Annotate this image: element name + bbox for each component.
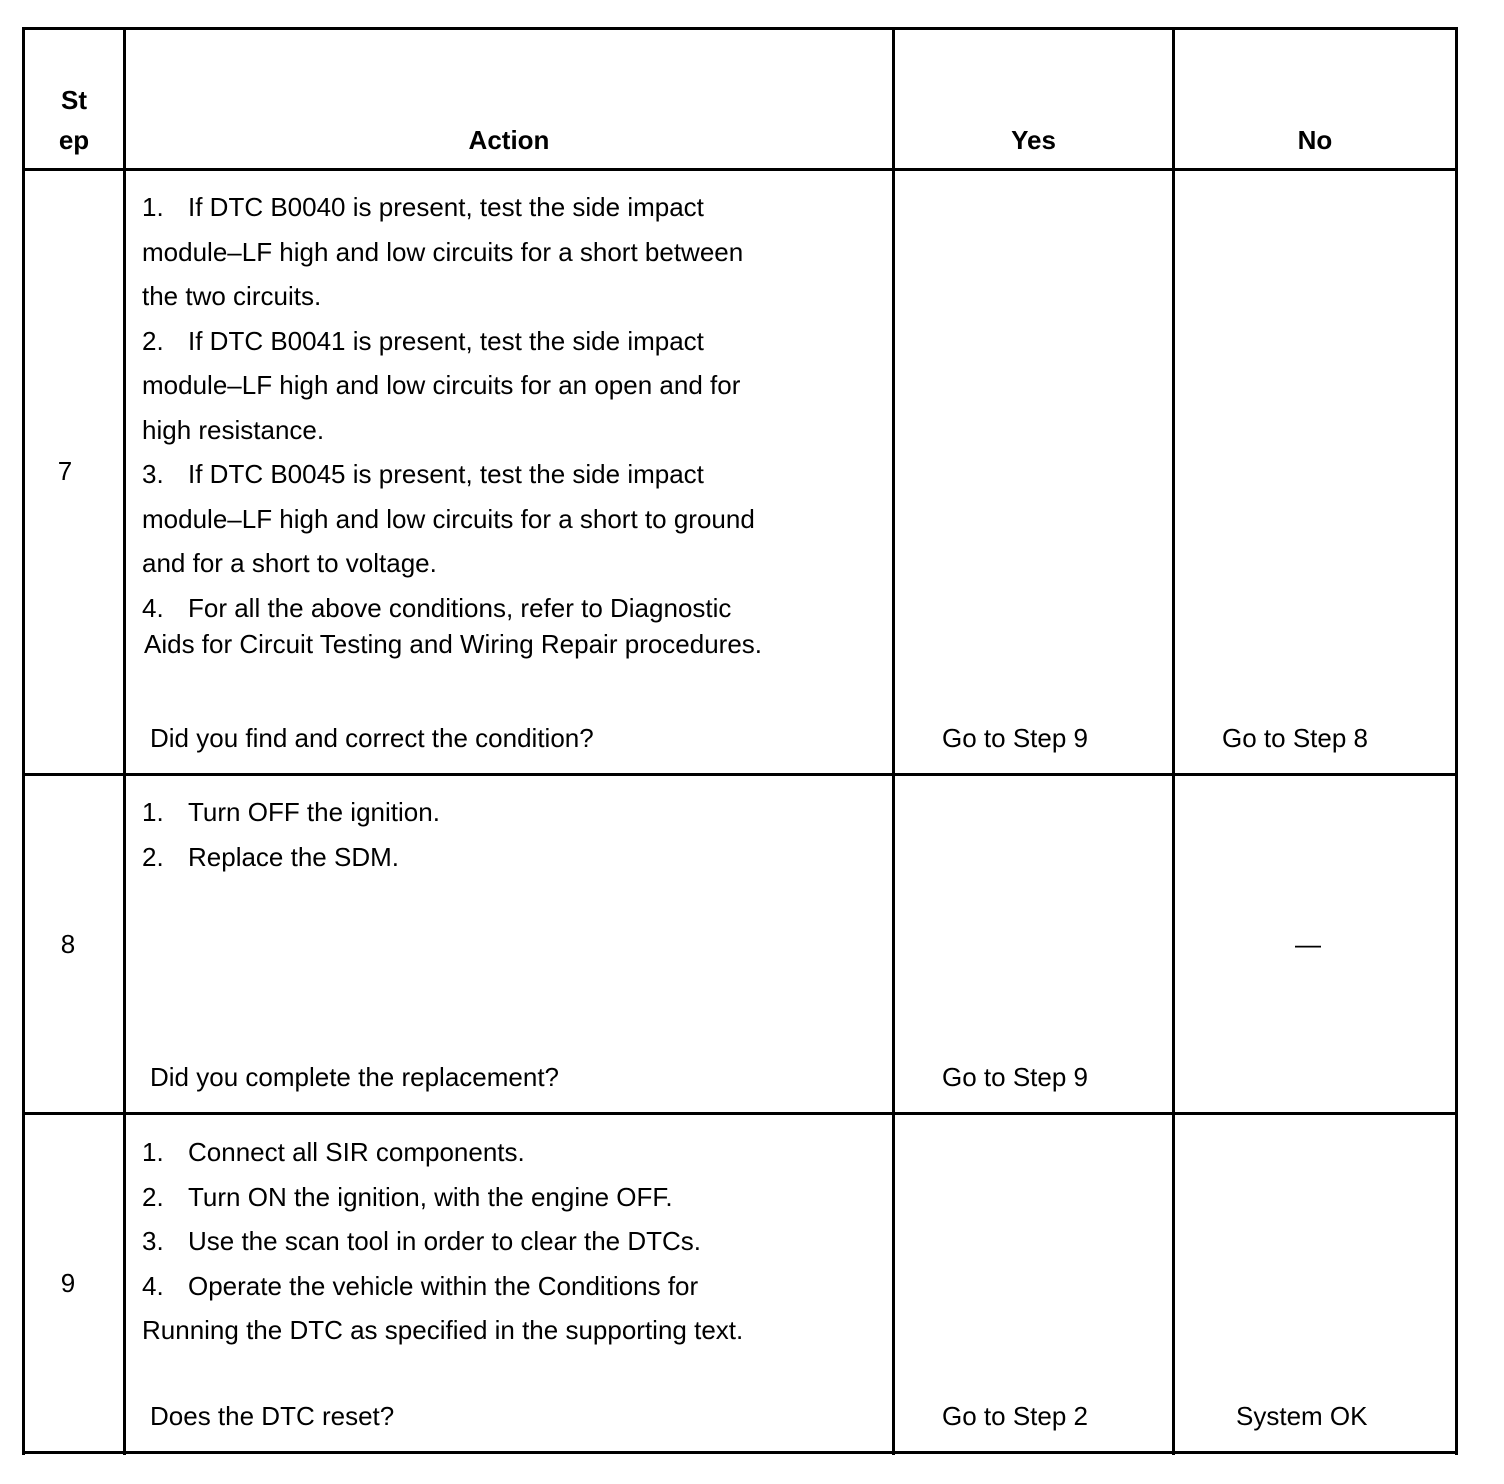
step-number-9: 9 <box>60 1268 76 1298</box>
table-border-top <box>22 27 1458 30</box>
yes-result-step-9: Go to Step 2 <box>942 1401 1088 1431</box>
action-line: high resistance. <box>142 414 325 445</box>
question-step-9: Does the DTC reset? <box>150 1401 395 1431</box>
header-no: No <box>1297 125 1333 155</box>
column-divider-step <box>123 27 126 1455</box>
action-line: 3. If DTC B0045 is present, test the side impact <box>142 459 704 489</box>
row-divider-7-8 <box>22 773 1458 776</box>
table-border-right <box>1455 27 1458 1455</box>
table-border-left <box>22 27 25 1455</box>
row-divider-8-9 <box>22 1112 1458 1115</box>
action-line: 4. Operate the vehicle within the Conditions for <box>142 1270 699 1301</box>
action-line: 2. If DTC B0041 is present, test the side impact <box>142 325 704 356</box>
step-number-7: 7 <box>57 456 73 486</box>
column-divider-action <box>892 27 895 1455</box>
action-line: module–LF high and low circuits for a short between <box>142 236 744 267</box>
action-line: the two circuits. <box>142 281 322 311</box>
action-list-step-9 <box>142 1130 743 1353</box>
action-line: 3. Use the scan tool in order to clear the DTCs. <box>142 1226 702 1256</box>
question-step-7: Did you find and correct the condition? <box>150 723 594 753</box>
header-step-line2: ep <box>58 125 90 155</box>
action-line: 2. Replace the SDM. <box>142 841 399 872</box>
column-divider-yes <box>1172 27 1175 1455</box>
table-border-bottom <box>22 1451 1458 1454</box>
header-action: Action <box>468 125 550 155</box>
action-line: Running the DTC as specified in the supporting text. <box>142 1315 744 1345</box>
action-line: 2. Turn ON the ignition, with the engine OFF. <box>142 1181 673 1212</box>
action-line: 1. If DTC B0040 is present, test the side impact <box>142 192 704 222</box>
question-step-8: Did you complete the replacement? <box>150 1062 560 1092</box>
header-divider <box>22 168 1458 171</box>
no-result-step-8: — <box>1295 929 1321 959</box>
diagnostic-table <box>22 27 1458 1455</box>
action-item-4-line1: 4. For all the above conditions, refer to Diagnostic <box>142 593 732 623</box>
step-number-8: 8 <box>60 929 76 959</box>
action-line: module–LF high and low circuits for an open and for <box>142 370 741 400</box>
header-yes: Yes <box>1011 125 1056 155</box>
header-step-line1: St <box>61 85 87 115</box>
yes-result-step-8: Go to Step 9 <box>942 1062 1088 1092</box>
action-item-4-line2: Aids for Circuit Testing and Wiring Repair procedures. <box>144 629 763 659</box>
action-line: module–LF high and low circuits for a short to ground <box>142 503 755 534</box>
action-list-step-7 <box>142 185 755 586</box>
yes-result-step-7: Go to Step 9 <box>942 723 1088 753</box>
no-result-step-7: Go to Step 8 <box>1222 723 1368 753</box>
action-line: and for a short to voltage. <box>142 548 437 578</box>
no-result-step-9: System OK <box>1236 1401 1368 1431</box>
action-line: 1. Turn OFF the ignition. <box>142 797 440 827</box>
action-list-step-8 <box>142 790 440 879</box>
action-line: 1. Connect all SIR components. <box>142 1137 525 1167</box>
